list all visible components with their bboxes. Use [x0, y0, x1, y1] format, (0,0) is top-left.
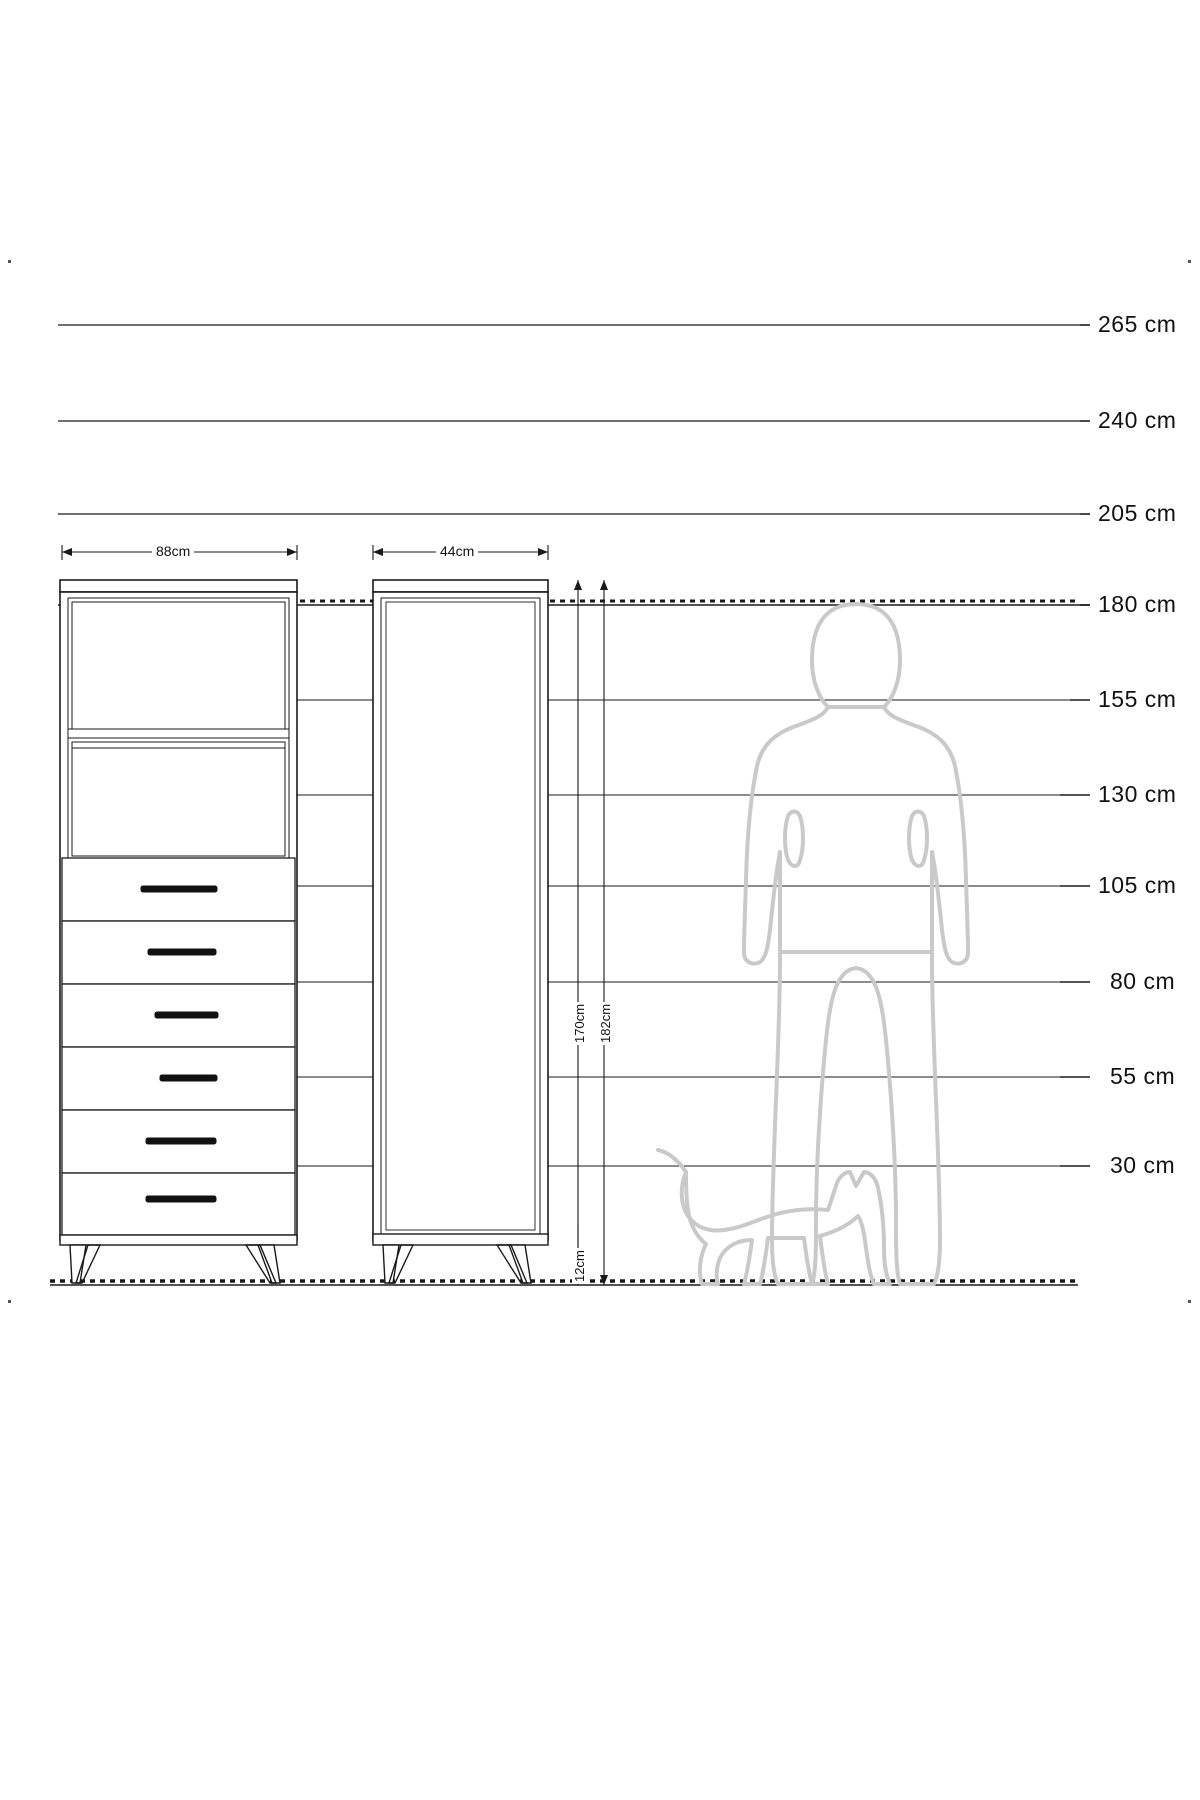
reference-lines — [58, 325, 1080, 514]
scale-tick-marks — [1060, 325, 1090, 1166]
wardrobe-legs — [383, 1245, 531, 1283]
scale-label-155: 155 cm — [1098, 686, 1177, 712]
scale-label-30: 30 cm — [1110, 1152, 1176, 1178]
cabinet-legs — [70, 1245, 280, 1283]
cabinet-drawers — [62, 858, 295, 1235]
narrow-tall-wardrobe — [373, 580, 548, 1283]
scale-label-180: 180 cm — [1098, 591, 1177, 617]
scale-label-205: 205 cm — [1098, 500, 1177, 526]
height-label-170: 170cm — [572, 1003, 587, 1043]
tall-cabinet-with-drawers — [60, 580, 297, 1283]
scale-label-240: 240 cm — [1098, 407, 1177, 433]
scale-label-265: 265 cm — [1098, 311, 1177, 337]
height-label-12: 12cm — [572, 1250, 587, 1282]
width-label-44: 44cm — [436, 543, 478, 559]
height-label-182: 182cm — [598, 1003, 613, 1043]
scale-label-55: 55 cm — [1110, 1063, 1176, 1089]
scale-label-105: 105 cm — [1098, 872, 1177, 898]
height-dimension-182 — [600, 580, 608, 1285]
scale-label-80: 80 cm — [1110, 968, 1176, 994]
scale-label-130: 130 cm — [1098, 781, 1177, 807]
width-label-88: 88cm — [152, 543, 194, 559]
height-dimension-170 — [574, 580, 582, 1285]
